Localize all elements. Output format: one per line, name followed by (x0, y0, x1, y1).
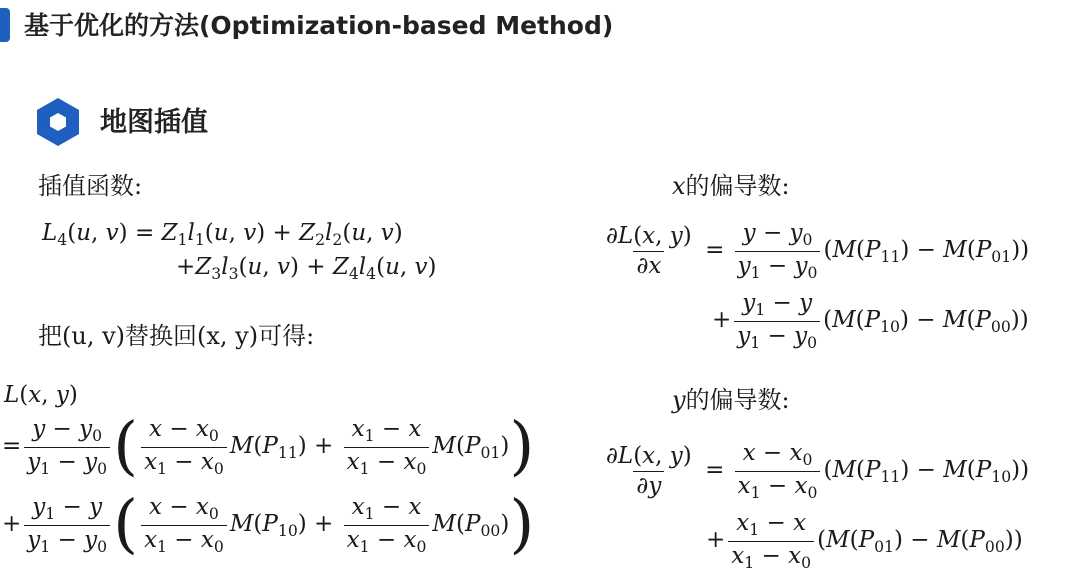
formula-interp-line2: $+Z_3l_3(u$, $v) + Z_4l_4(u$, v) (176, 254, 437, 283)
label-partial-x: x的偏导数: (672, 172, 790, 200)
formula-dx-line2: + $\frac{y_1 - y}{y_1 - y_0}$ $(M(P_{10}) - M(P_{00}))$ (712, 290, 1029, 352)
formula-interp-line1: $L_4(u$, $v) = Z_1l_1(u$, $v) + Z_2l_2(u$, v) (42, 220, 403, 249)
formula-dx-line1: $\frac{\partial L(x, y)}{\partial x}$ = $\frac{y - y_0}{y_1 - y_0}$ $(M(P_{11}) - M(P_{01}))$ (606, 220, 1030, 282)
formula-lxy-line2: + $\frac{y_1 - y}{y_1 - y_0}$ ( $\frac{x - x_0}{x_1 - x_0}$ $M(P_{10})$ + $\frac{x_1 - x}{x_1 - x_0}$ $M(P_{00})$) (2, 487, 535, 562)
section-title: 地图插值 (100, 107, 208, 138)
label-partial-y: y的偏导数: (672, 386, 790, 414)
formula-dy-line2: + $\frac{x_1 - x}{x_1 - x_0}$ $(M(P_{01}) - M(P_{00}))$ (706, 510, 1023, 572)
formula-lxy-line1: = $\frac{y - y_0}{y_1 - y_0}$ ( $\frac{x - x_0}{x_1 - x_0}$ $M(P_{11})$ + $\frac{x_1 - x}{x_1 - x_0}$ $M(P_{01})$) (2, 409, 535, 484)
title-accent-bar (0, 8, 10, 42)
label-interp-func: 插值函数: (38, 172, 143, 200)
formula-lxy-label: L(x, y) (4, 382, 78, 408)
label-substitute: 把(u, v)替换回(x, y)可得: (38, 322, 315, 350)
formula-dy-line1: $\frac{\partial L(x, y)}{\partial y}$ = $\frac{x - x_0}{x_1 - x_0}$ $(M(P_{11}) - M(P_{10}))$ (606, 440, 1030, 502)
page-title: 基于优化的方法(Optimization-based Method) (24, 11, 614, 40)
hexagon-bullet-icon (32, 96, 84, 148)
